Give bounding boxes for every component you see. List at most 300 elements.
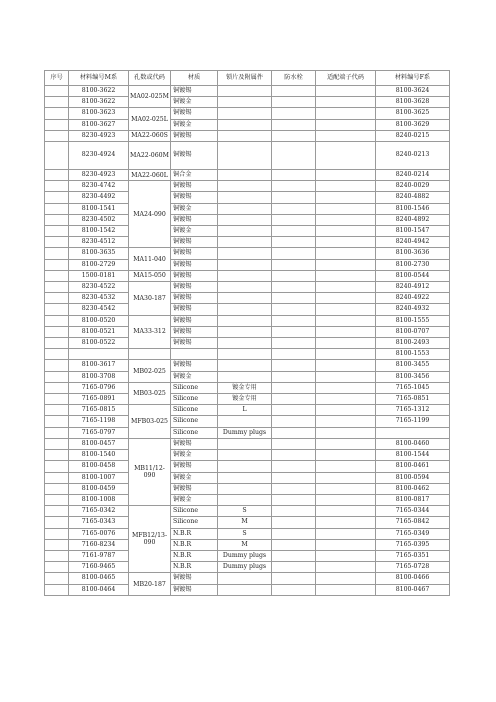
f-number-cell: 8100-0466 [376, 573, 450, 584]
material-cell: 铜镀锡 [171, 270, 218, 281]
table-row [45, 506, 450, 517]
table-row [45, 360, 450, 371]
seal-cell [272, 360, 316, 371]
seal-cell [272, 483, 316, 494]
seq-cell [45, 517, 69, 528]
seal-cell [272, 293, 316, 304]
material-cell: 铜合金 [171, 170, 218, 181]
table-row [45, 349, 450, 360]
seal-cell [272, 97, 316, 108]
seal-cell [272, 226, 316, 237]
lock-cell [218, 338, 272, 349]
table-row [45, 494, 450, 505]
terminal-code-cell [316, 203, 376, 214]
seal-cell [272, 192, 316, 203]
lock-cell [218, 416, 272, 427]
m-number-cell: 8100-1540 [69, 450, 129, 461]
header-m-number: 材料编号M系 [69, 71, 129, 86]
material-cell: 铜镀金 [171, 450, 218, 461]
table-row [45, 203, 450, 214]
table-row [45, 97, 450, 108]
f-number-cell: 8100-2730 [376, 259, 450, 270]
material-cell: N.B.R [171, 528, 218, 539]
seq-cell [45, 119, 69, 130]
seq-cell [45, 315, 69, 326]
seq-cell [45, 181, 69, 192]
terminal-code-cell [316, 416, 376, 427]
seal-cell [272, 203, 316, 214]
lock-cell [218, 573, 272, 584]
f-number-cell: 8100-0594 [376, 472, 450, 483]
seal-cell [272, 584, 316, 595]
seq-cell [45, 237, 69, 248]
material-cell: 铜镀金 [171, 203, 218, 214]
seq-cell [45, 394, 69, 405]
seq-cell [45, 282, 69, 293]
f-number-cell: 7165-0851 [376, 394, 450, 405]
lock-cell [218, 461, 272, 472]
material-cell: 铜镀锡 [171, 259, 218, 270]
table-row [45, 338, 450, 349]
terminal-code-cell [316, 450, 376, 461]
lock-cell [218, 293, 272, 304]
lock-cell: M [218, 517, 272, 528]
terminal-code-cell [316, 550, 376, 561]
seq-cell [45, 450, 69, 461]
seal-cell [272, 405, 316, 416]
m-number-cell: 7160-8234 [69, 539, 129, 550]
hole-code-cell: MB11/12-090 [129, 438, 171, 505]
f-number-cell: 8100-0462 [376, 483, 450, 494]
hole-code-cell: MFB03-025 [129, 405, 171, 439]
material-cell: 铜镀锡 [171, 584, 218, 595]
material-cell: 铜镀金 [171, 472, 218, 483]
terminal-code-cell [316, 584, 376, 595]
seal-cell [272, 461, 316, 472]
lock-cell [218, 248, 272, 259]
header-hole-code: 孔数或代码 [129, 71, 171, 86]
f-number-cell: 8100-1555 [376, 315, 450, 326]
m-number-cell: 7165-1198 [69, 416, 129, 427]
seal-cell [272, 130, 316, 141]
seal-cell [272, 170, 316, 181]
f-number-cell: 8100-3456 [376, 371, 450, 382]
f-number-cell: 7165-0395 [376, 539, 450, 550]
terminal-code-cell [316, 371, 376, 382]
m-number-cell: 8230-4492 [69, 192, 129, 203]
seal-cell [272, 550, 316, 561]
lock-cell: Dummy plugs [218, 562, 272, 573]
table-row [45, 517, 450, 528]
table-row [45, 315, 450, 326]
lock-cell [218, 97, 272, 108]
terminal-code-cell [316, 562, 376, 573]
lock-cell [218, 483, 272, 494]
lock-cell [218, 170, 272, 181]
f-number-cell: 8240-0215 [376, 130, 450, 141]
material-cell: 铜镀锡 [171, 326, 218, 337]
material-cell: 铜镀金 [171, 97, 218, 108]
table-row [45, 461, 450, 472]
terminal-code-cell [316, 326, 376, 337]
seal-cell [272, 259, 316, 270]
f-number-cell: 8100-0467 [376, 584, 450, 595]
seal-cell [272, 382, 316, 393]
material-cell: Silicone [171, 394, 218, 405]
seq-cell [45, 108, 69, 119]
m-number-cell: 8230-4923 [69, 130, 129, 141]
f-number-cell: 7165-0344 [376, 506, 450, 517]
f-number-cell: 8100-1544 [376, 450, 450, 461]
terminal-code-cell [316, 517, 376, 528]
material-cell: 铜镀锡 [171, 108, 218, 119]
table-row [45, 237, 450, 248]
f-number-cell: 7165-0728 [376, 562, 450, 573]
lock-cell: 镀金专用 [218, 394, 272, 405]
table-row [45, 382, 450, 393]
f-number-cell: 8240-4922 [376, 293, 450, 304]
terminal-code-cell [316, 315, 376, 326]
hole-code-cell: MA33-312 [129, 315, 171, 349]
seal-cell [272, 108, 316, 119]
terminal-code-cell [316, 438, 376, 449]
material-cell: 铜镀锡 [171, 248, 218, 259]
material-cell: 铜镀锡 [171, 130, 218, 141]
m-number-cell: 7165-0342 [69, 506, 129, 517]
terminal-code-cell [316, 405, 376, 416]
lock-cell [218, 142, 272, 170]
seq-cell [45, 539, 69, 550]
terminal-code-cell [316, 108, 376, 119]
table-row [45, 119, 450, 130]
seal-cell [272, 506, 316, 517]
material-cell: 铜镀金 [171, 371, 218, 382]
f-number-cell: 8100-1546 [376, 203, 450, 214]
seal-cell [272, 214, 316, 225]
m-number-cell: 8230-4742 [69, 181, 129, 192]
header-seq: 序号 [45, 71, 69, 86]
table-row [45, 438, 450, 449]
material-cell [171, 349, 218, 360]
table-row [45, 584, 450, 595]
m-number-cell: 8100-0459 [69, 483, 129, 494]
material-cell: N.B.R [171, 562, 218, 573]
m-number-cell: 8100-0522 [69, 338, 129, 349]
seal-cell [272, 86, 316, 97]
material-cell: N.B.R [171, 550, 218, 561]
hole-code-cell: MA15-050 [129, 270, 171, 281]
lock-cell [218, 472, 272, 483]
lock-cell [218, 181, 272, 192]
seq-cell [45, 203, 69, 214]
m-number-cell: 8100-0521 [69, 326, 129, 337]
terminal-code-cell [316, 181, 376, 192]
table-row [45, 130, 450, 141]
m-number-cell: 8230-4512 [69, 237, 129, 248]
material-cell: 铜镀锡 [171, 214, 218, 225]
table-row [45, 427, 450, 438]
table-row [45, 259, 450, 270]
m-number-cell: 8100-1007 [69, 472, 129, 483]
m-number-cell: 7165-0891 [69, 394, 129, 405]
table-row [45, 416, 450, 427]
hole-code-cell: MB03-025 [129, 382, 171, 404]
m-number-cell: 8100-1541 [69, 203, 129, 214]
m-number-cell: 8100-2729 [69, 259, 129, 270]
seq-cell [45, 226, 69, 237]
f-number-cell: 8100-0460 [376, 438, 450, 449]
terminal-code-cell [316, 528, 376, 539]
f-number-cell: 8240-4932 [376, 304, 450, 315]
m-number-cell: 8100-0464 [69, 584, 129, 595]
seal-cell [272, 562, 316, 573]
table-row [45, 282, 450, 293]
lock-cell: Dummy plugs [218, 550, 272, 561]
lock-cell [218, 494, 272, 505]
hole-code-cell: MB02-025 [129, 360, 171, 382]
f-number-cell: 8100-3629 [376, 119, 450, 130]
terminal-code-cell [316, 226, 376, 237]
seq-cell [45, 142, 69, 170]
seq-cell [45, 97, 69, 108]
material-cell: 铜镀金 [171, 119, 218, 130]
terminal-code-cell [316, 304, 376, 315]
f-number-cell: 8240-0214 [376, 170, 450, 181]
m-number-cell: 7165-0815 [69, 405, 129, 416]
seq-cell [45, 293, 69, 304]
m-number-cell: 7160-9465 [69, 562, 129, 573]
table-row [45, 108, 450, 119]
hole-code-cell: MA30-187 [129, 282, 171, 316]
terminal-code-cell [316, 360, 376, 371]
f-number-cell: 8100-0817 [376, 494, 450, 505]
lock-cell: S [218, 528, 272, 539]
seq-cell [45, 427, 69, 438]
seal-cell [272, 472, 316, 483]
table-row [45, 394, 450, 405]
terminal-code-cell [316, 483, 376, 494]
table-row [45, 326, 450, 337]
seal-cell [272, 517, 316, 528]
m-number-cell: 8230-4522 [69, 282, 129, 293]
terminal-code-cell [316, 259, 376, 270]
material-cell: Silicone [171, 517, 218, 528]
seal-cell [272, 237, 316, 248]
seq-cell [45, 349, 69, 360]
f-number-cell: 8100-1553 [376, 349, 450, 360]
terminal-code-cell [316, 394, 376, 405]
lock-cell [218, 237, 272, 248]
material-cell: 铜镀锡 [171, 461, 218, 472]
lock-cell [218, 584, 272, 595]
seq-cell [45, 214, 69, 225]
f-number-cell: 7165-0842 [376, 517, 450, 528]
f-number-cell: 8100-0707 [376, 326, 450, 337]
seq-cell [45, 270, 69, 281]
seq-cell [45, 248, 69, 259]
table-row [45, 293, 450, 304]
f-number-cell: 8240-4912 [376, 282, 450, 293]
lock-cell [218, 259, 272, 270]
seq-cell [45, 326, 69, 337]
m-number-cell: 8100-3622 [69, 86, 129, 97]
terminal-code-cell [316, 142, 376, 170]
seal-cell [272, 450, 316, 461]
seq-cell [45, 304, 69, 315]
hole-code-cell: MA22-060M [129, 142, 171, 170]
table-row [45, 226, 450, 237]
f-number-cell: 8240-0213 [376, 142, 450, 170]
lock-cell [218, 86, 272, 97]
material-cell: 铜镀锡 [171, 282, 218, 293]
lock-cell [218, 108, 272, 119]
table-row [45, 573, 450, 584]
m-number-cell: 8100-3627 [69, 119, 129, 130]
lock-cell [218, 282, 272, 293]
terminal-code-cell [316, 97, 376, 108]
m-number-cell: 1500-0181 [69, 270, 129, 281]
seal-cell [272, 371, 316, 382]
terminal-code-cell [316, 130, 376, 141]
table-row [45, 450, 450, 461]
lock-cell [218, 315, 272, 326]
terminal-code-cell [316, 86, 376, 97]
table-row [45, 371, 450, 382]
f-number-cell: 8100-3625 [376, 108, 450, 119]
lock-cell [218, 371, 272, 382]
material-cell: 铜镀锡 [171, 483, 218, 494]
terminal-code-cell [316, 472, 376, 483]
table-row [45, 142, 450, 170]
header-f-number: 材料编号F系 [376, 71, 450, 86]
table-row [45, 248, 450, 259]
seal-cell [272, 119, 316, 130]
lock-cell [218, 192, 272, 203]
table-row [45, 170, 450, 181]
terminal-code-cell [316, 338, 376, 349]
table-row [45, 270, 450, 281]
f-number-cell: 7165-1312 [376, 405, 450, 416]
seal-cell [272, 427, 316, 438]
m-number-cell: 8100-3635 [69, 248, 129, 259]
hole-code-cell: MA02-025L [129, 108, 171, 130]
seal-cell [272, 528, 316, 539]
terminal-code-cell [316, 214, 376, 225]
seq-cell [45, 550, 69, 561]
material-cell: 铜镀锡 [171, 360, 218, 371]
m-number-cell: 8100-1542 [69, 226, 129, 237]
material-cell: 铜镀锡 [171, 86, 218, 97]
lock-cell [218, 226, 272, 237]
material-cell: 铜镀锡 [171, 304, 218, 315]
seq-cell [45, 483, 69, 494]
seal-cell [272, 494, 316, 505]
f-number-cell: 8240-0029 [376, 181, 450, 192]
table-row [45, 528, 450, 539]
terminal-code-cell [316, 248, 376, 259]
material-cell: Silicone [171, 405, 218, 416]
f-number-cell: 7165-1045 [376, 382, 450, 393]
m-number-cell: 8230-4542 [69, 304, 129, 315]
seal-cell [272, 248, 316, 259]
lock-cell [218, 438, 272, 449]
hole-code-cell: MA22-060S [129, 130, 171, 141]
header-seal: 防水栓 [272, 71, 316, 86]
seq-cell [45, 494, 69, 505]
material-cell: 铜镀锡 [171, 338, 218, 349]
table-row [45, 472, 450, 483]
lock-cell [218, 450, 272, 461]
seq-cell [45, 584, 69, 595]
seal-cell [272, 416, 316, 427]
table-row [45, 86, 450, 97]
f-number-cell: 8100-2493 [376, 338, 450, 349]
hole-code-cell: MA02-025M [129, 86, 171, 108]
f-number-cell: 8240-4892 [376, 214, 450, 225]
seal-cell [272, 394, 316, 405]
seal-cell [272, 304, 316, 315]
seq-cell [45, 360, 69, 371]
lock-cell [218, 349, 272, 360]
header-lock: 锁片及附属件 [218, 71, 272, 86]
lock-cell: M [218, 539, 272, 550]
material-cell: Silicone [171, 506, 218, 517]
m-number-cell: 8230-4532 [69, 293, 129, 304]
m-number-cell: 7165-0343 [69, 517, 129, 528]
material-cell: Silicone [171, 416, 218, 427]
header-row [45, 71, 450, 86]
seal-cell [272, 270, 316, 281]
material-cell: 铜镀锡 [171, 315, 218, 326]
seq-cell [45, 259, 69, 270]
f-number-cell: 7165-0351 [376, 550, 450, 561]
seq-cell [45, 472, 69, 483]
seq-cell [45, 438, 69, 449]
m-number-cell: 8100-3622 [69, 97, 129, 108]
seq-cell [45, 86, 69, 97]
seq-cell [45, 192, 69, 203]
lock-cell [218, 130, 272, 141]
seal-cell [272, 315, 316, 326]
seal-cell [272, 282, 316, 293]
seq-cell [45, 562, 69, 573]
material-cell: 铜镀锡 [171, 192, 218, 203]
m-number-cell [69, 349, 129, 360]
f-number-cell: 8100-3636 [376, 248, 450, 259]
table-row [45, 405, 450, 416]
lock-cell [218, 214, 272, 225]
material-cell: Silicone [171, 427, 218, 438]
seal-cell [272, 539, 316, 550]
m-number-cell: 8100-3623 [69, 108, 129, 119]
lock-cell: S [218, 506, 272, 517]
seal-cell [272, 326, 316, 337]
m-number-cell: 8100-0458 [69, 461, 129, 472]
m-number-cell: 8100-0457 [69, 438, 129, 449]
f-number-cell: 8100-0461 [376, 461, 450, 472]
parts-table [44, 70, 450, 596]
m-number-cell: 8230-4502 [69, 214, 129, 225]
lock-cell [218, 119, 272, 130]
material-cell: 铜镀锡 [171, 181, 218, 192]
terminal-code-cell [316, 192, 376, 203]
seq-cell [45, 338, 69, 349]
table-row [45, 483, 450, 494]
m-number-cell: 8100-3617 [69, 360, 129, 371]
lock-cell [218, 360, 272, 371]
seq-cell [45, 130, 69, 141]
seq-cell [45, 405, 69, 416]
